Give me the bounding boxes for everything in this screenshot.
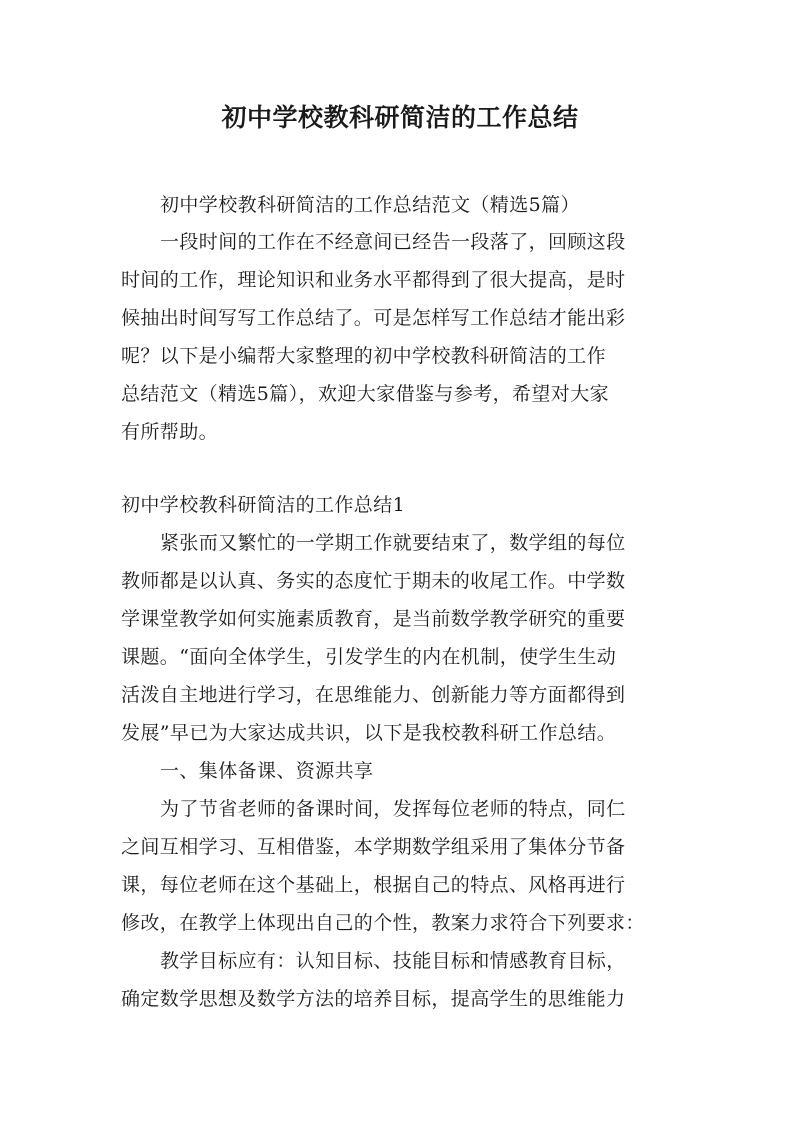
paragraph-line: 教师都是以认真、务实的态度忙于期未的收尾工作。中学数 xyxy=(121,570,626,592)
section-heading: 初中学校教科研简洁的工作总结1 xyxy=(121,494,406,516)
paragraph-line: 候抽出时间写写工作总结了。可是怎样写工作总结才能出彩 xyxy=(121,307,626,329)
subtitle-line: 初中学校教科研简洁的工作总结范文（精选5篇） xyxy=(160,194,580,216)
subsection-heading: 一、集体备课、资源共享 xyxy=(160,760,374,782)
paragraph-line: 为了节省老师的备课时间，发挥每位老师的特点，同仁 xyxy=(160,798,626,820)
paragraph-line: 教学目标应有：认知目标、技能目标和情感教育目标， xyxy=(160,950,626,972)
paragraph-line: 呢？以下是小编帮大家整理的初中学校教科研简洁的工作 xyxy=(121,345,607,367)
paragraph-line: 活泼自主地进行学习，在思维能力、创新能力等方面都得到 xyxy=(121,684,626,706)
paragraph-line: 学课堂教学如何实施素质教育，是当前数学教学研究的重要 xyxy=(121,608,626,630)
paragraph-line: 之间互相学习、互相借鉴，本学期数学组采用了集体分节备 xyxy=(121,836,626,858)
paragraph-line: 时间的工作，理论知识和业务水平都得到了很大提高，是时 xyxy=(121,269,626,291)
paragraph-line: 总结范文（精选5篇），欢迎大家借鉴与参考，希望对大家 xyxy=(121,383,609,405)
paragraph-line: 发展”早已为大家达成共识，以下是我校教科研工作总结。 xyxy=(121,722,617,744)
document-title: 初中学校教科研简洁的工作总结 xyxy=(221,103,579,132)
paragraph-line: 修改，在教学上体现出自己的个性，教案力求符合下列要求： xyxy=(121,912,645,934)
paragraph-line: 课题。“面向全体学生，引发学生的内在机制，使学生生动 xyxy=(121,646,617,668)
paragraph-line: 确定数学思想及数学方法的培养目标，提高学生的思维能力 xyxy=(121,988,626,1010)
paragraph-line: 紧张而又繁忙的一学期工作就要结束了，数学组的每位 xyxy=(160,532,626,554)
paragraph-line: 一段时间的工作在不经意间已经告一段落了，回顾这段 xyxy=(160,231,626,253)
paragraph-line: 课，每位老师在这个基础上，根据自己的特点、风格再进行 xyxy=(121,874,626,896)
paragraph-line: 有所帮助。 xyxy=(121,421,219,443)
